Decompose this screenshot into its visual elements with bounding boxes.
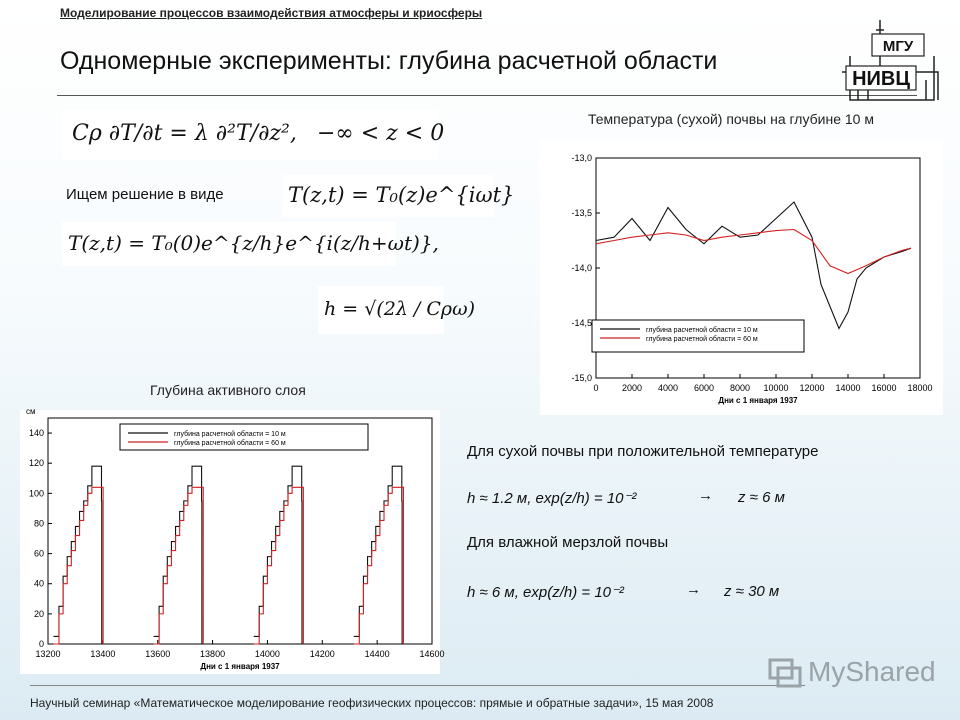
x-tick-label: 14200 xyxy=(309,649,335,659)
active-layer-chart-panel xyxy=(20,407,445,674)
slide-title: Одномерные эксперименты: глубина расчетной области xyxy=(60,47,718,75)
y-tick-label: 20 xyxy=(33,608,44,619)
heat-equation: Cρ ∂T/∂t = λ ∂²T/∂z², xyxy=(72,121,297,146)
h-definition: h = √(2λ / Cρω) xyxy=(324,298,475,320)
legend-label: глубина расчетной области = 60 м xyxy=(174,440,286,447)
temperature-chart-caption: Температура (сухой) почвы на глубине 10 м xyxy=(588,111,874,127)
dry-soil-title: Для сухой почвы при положительной температуре xyxy=(467,443,819,460)
x-tick-label: 12000 xyxy=(799,383,825,393)
x-tick-label: 10000 xyxy=(763,383,789,393)
series-line-10m xyxy=(254,466,302,644)
title-divider xyxy=(57,95,917,96)
y-tick-label: 100 xyxy=(28,488,44,499)
myshared-watermark-text: MyShared xyxy=(808,656,936,687)
domain-condition: −∞ < z < 0 xyxy=(317,121,445,146)
solution-box xyxy=(62,222,439,266)
ansatz-formula: T(z,t) = T₀(z)e^{iωt} xyxy=(288,183,515,207)
search-solution-label: Ищем решение в виде xyxy=(66,186,224,203)
y-tick-label: -13,0 xyxy=(571,153,592,163)
x-tick-label: 13600 xyxy=(145,649,171,659)
dry-soil-result: z ≈ 6 м xyxy=(738,489,785,506)
wet-soil-equation: h ≈ 6 м, exp(z/h) = 10⁻² xyxy=(467,584,624,601)
legend-label: глубина расчетной области = 10 м xyxy=(174,431,286,438)
x-tick-label: 13800 xyxy=(200,649,226,659)
solution-formula: T(z,t) = T₀(0)e^{z/h}e^{i(z/h+ωt)}, xyxy=(68,231,439,255)
series-line-60m xyxy=(254,487,304,644)
y-axis-label: см xyxy=(26,407,36,416)
series-line-10m xyxy=(154,466,202,644)
x-tick-label: 14000 xyxy=(835,383,861,393)
wet-soil-result: z ≈ 30 м xyxy=(724,583,780,600)
y-tick-label: -14,5 xyxy=(571,318,592,328)
y-tick-label: 140 xyxy=(28,428,44,439)
myshared-logo-icon xyxy=(766,656,806,692)
x-tick-label: 16000 xyxy=(871,383,897,393)
y-tick-label: 60 xyxy=(33,548,44,559)
y-tick-label: -14,0 xyxy=(571,263,592,273)
logo-top-text: МГУ xyxy=(882,38,914,55)
series-line-60m xyxy=(53,487,103,644)
temperature-chart xyxy=(540,140,943,415)
x-tick-label: 14000 xyxy=(254,649,280,659)
y-tick-label: 0 xyxy=(38,639,44,649)
y-tick-label: 40 xyxy=(33,578,44,589)
footer-citation: Научный семинар «Математическое моделирование геофизических процессов: прямые и обратные задачи», 15 мая 2008 xyxy=(30,696,714,710)
footer-divider xyxy=(30,685,805,686)
logo-bottom-text: НИВЦ xyxy=(852,68,910,90)
series-line-10m xyxy=(53,466,101,644)
x-tick-label: 13200 xyxy=(35,649,61,659)
series-line-60m xyxy=(154,487,204,644)
x-tick-label: 6000 xyxy=(693,383,715,393)
presentation-subtitle-link[interactable]: Моделирование процессов взаимодействия атмосферы и криосферы xyxy=(60,6,483,20)
depth-chart-caption: Глубина активного слоя xyxy=(150,382,306,398)
x-tick-label: 14400 xyxy=(364,649,390,659)
x-tick-label: 2000 xyxy=(621,383,643,393)
active-layer-chart xyxy=(20,407,445,674)
x-axis-label: Дни с 1 января 1937 xyxy=(200,662,280,671)
y-tick-label: 80 xyxy=(33,518,44,529)
wet-soil-arrow: → xyxy=(686,581,701,598)
series-line-60m xyxy=(354,487,404,644)
plot-frame xyxy=(48,418,432,644)
y-tick-label: -15,0 xyxy=(571,373,592,383)
x-tick-label: 0 xyxy=(593,383,599,393)
x-tick-label: 8000 xyxy=(729,383,751,393)
wet-soil-title: Для влажной мерзлой почвы xyxy=(467,534,669,551)
y-tick-label: 120 xyxy=(28,458,44,469)
y-tick-label: -13,5 xyxy=(571,208,592,218)
x-tick-label: 4000 xyxy=(657,383,679,393)
temperature-chart-panel xyxy=(540,140,943,415)
x-axis-label: Дни с 1 января 1937 xyxy=(718,396,798,405)
dry-soil-arrow: → xyxy=(698,487,713,504)
legend-label: глубина расчетной области = 10 м xyxy=(646,327,758,334)
series-line-10m xyxy=(596,202,911,329)
h-definition-box xyxy=(318,286,475,334)
heat-equation-box xyxy=(62,110,445,160)
legend-label: глубина расчетной области = 60 м xyxy=(646,336,758,343)
dry-soil-equation: h ≈ 1.2 м, exp(z/h) = 10⁻² xyxy=(467,490,637,507)
msu-nivc-logo xyxy=(838,16,942,102)
x-tick-label: 13400 xyxy=(90,649,116,659)
ansatz-box xyxy=(282,175,515,217)
series-line-10m xyxy=(354,466,402,644)
x-tick-label: 18000 xyxy=(907,383,933,393)
x-tick-label: 14600 xyxy=(419,649,445,659)
